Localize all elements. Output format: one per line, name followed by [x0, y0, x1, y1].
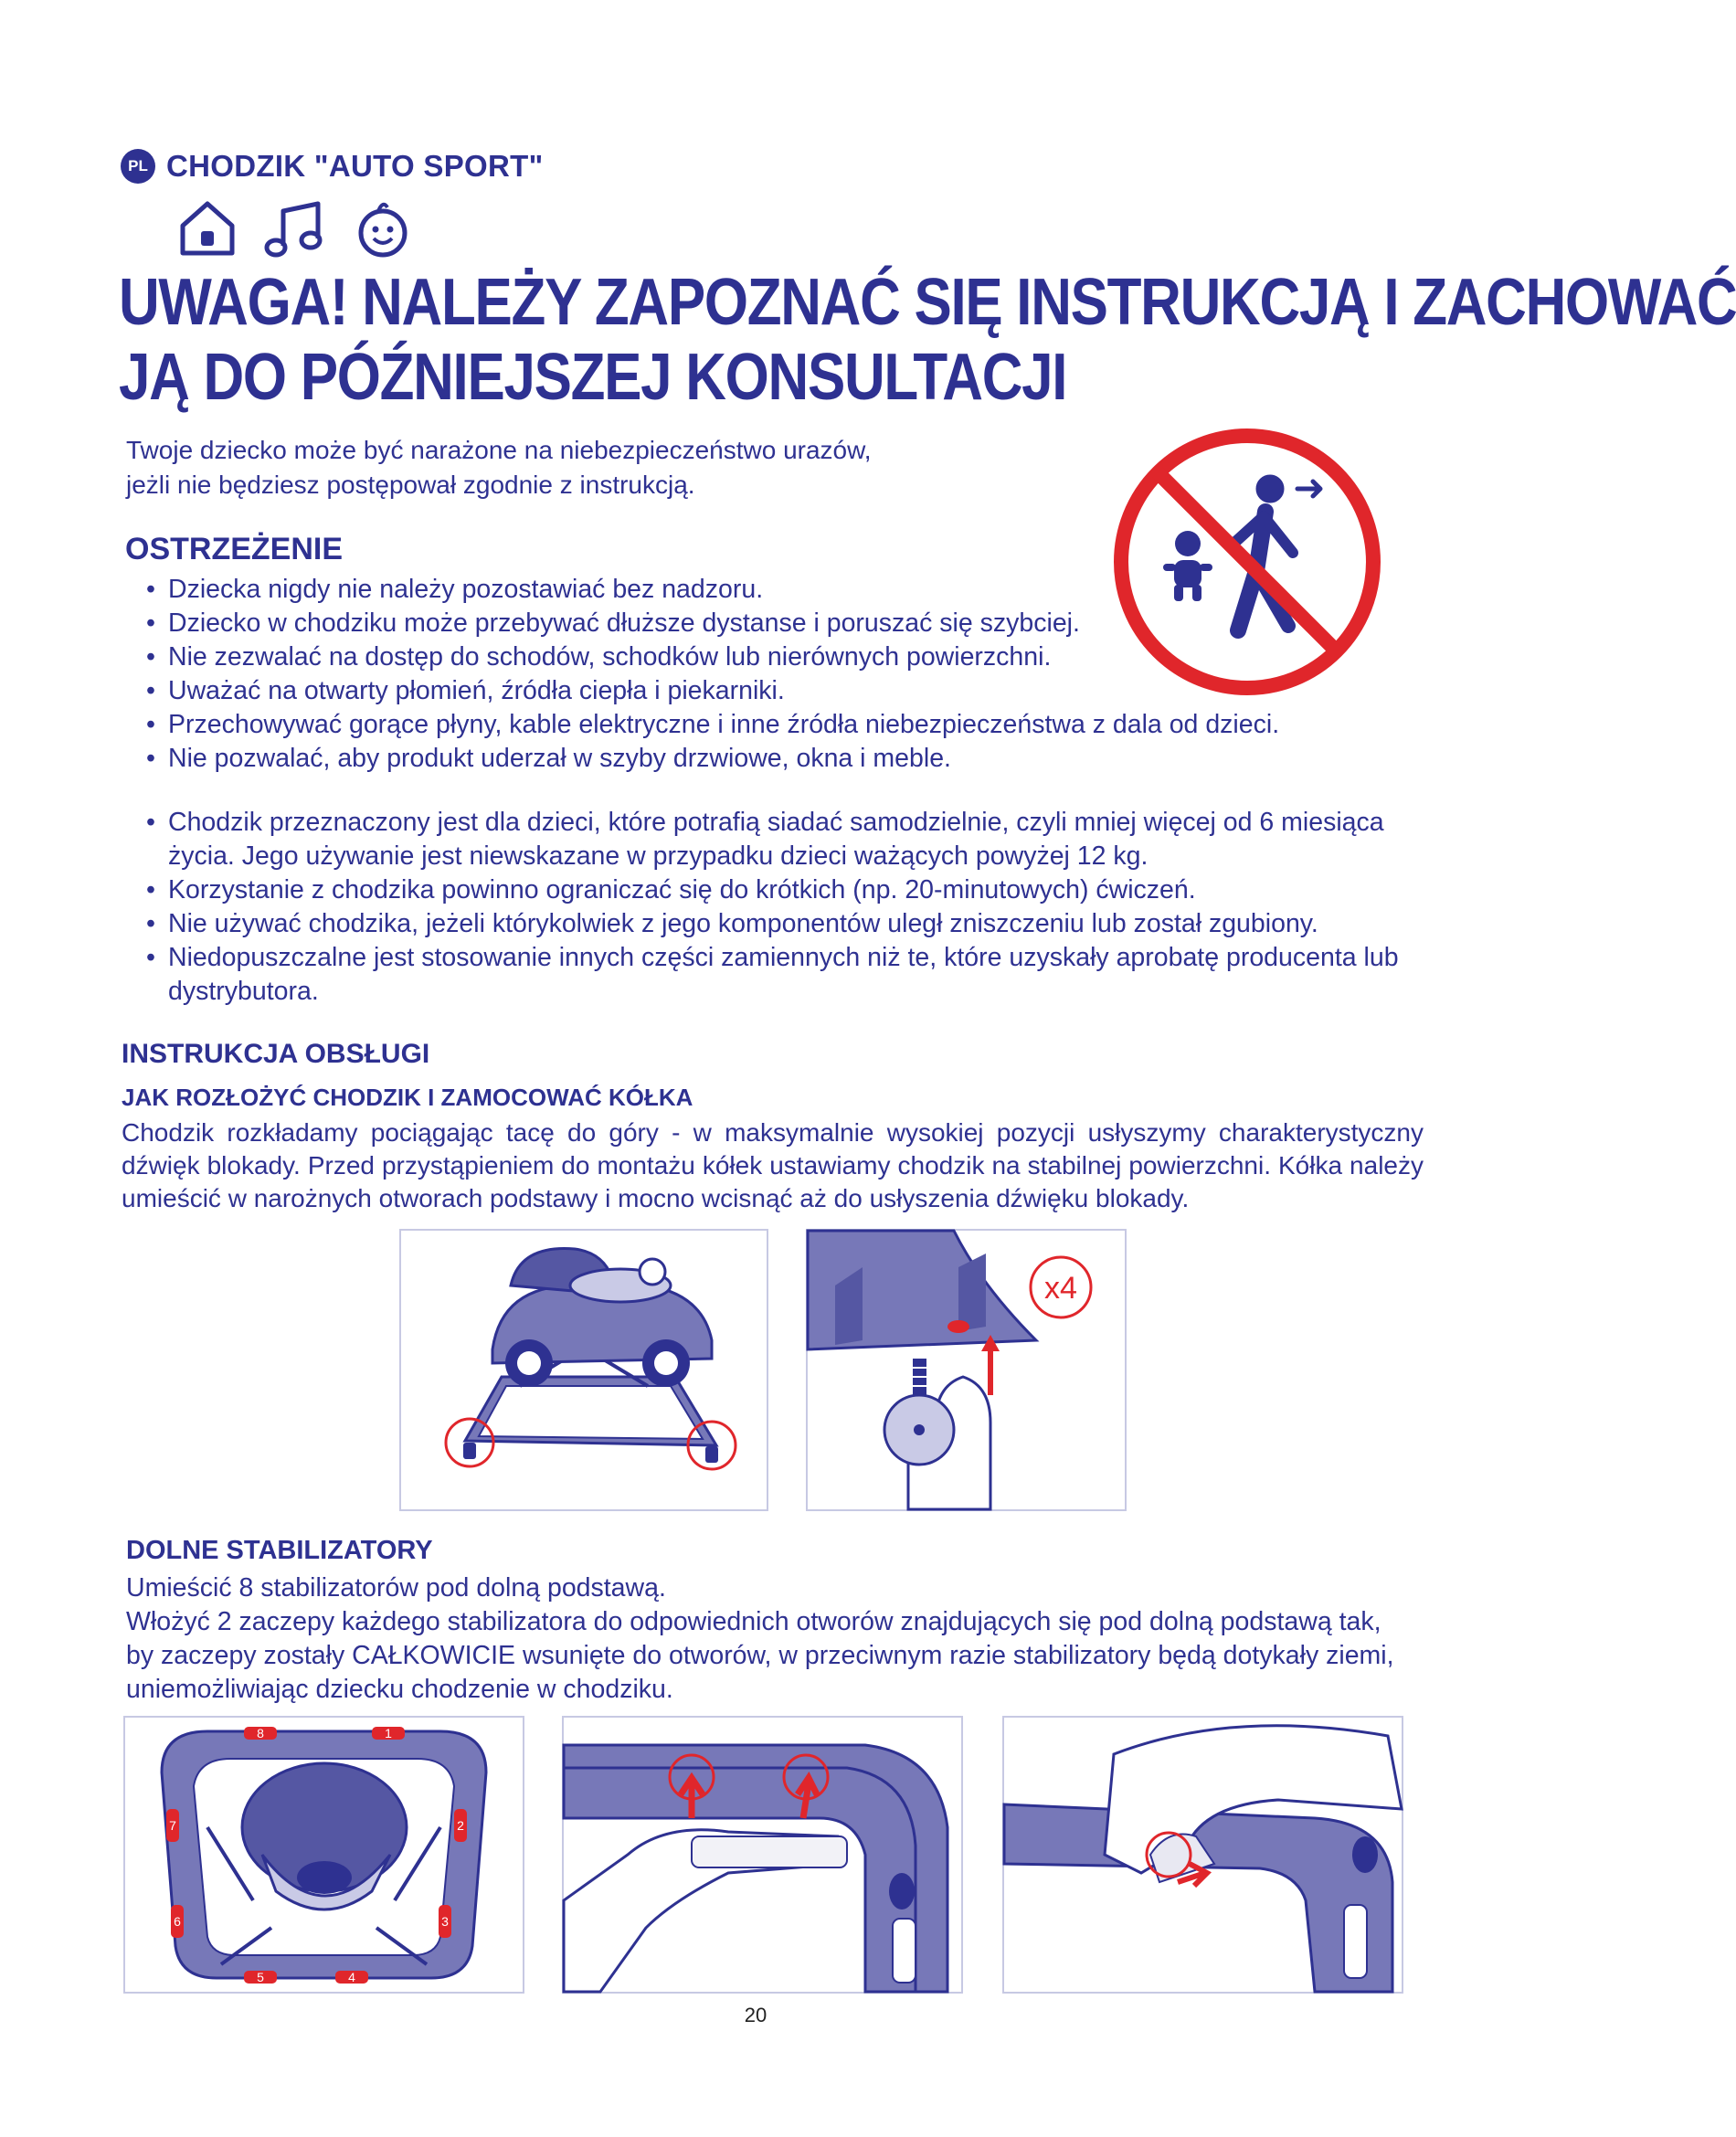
instructions-heading: INSTRUKCJA OBSŁUGI	[122, 1039, 430, 1069]
section-header	[121, 144, 544, 188]
list-item: • Niedopuszczalne jest stosowanie innych części zamiennych niż te, które uzyskały aprobatę producenta lub	[146, 941, 1399, 975]
stabilizer-number: 1	[385, 1726, 392, 1740]
stabilizers-line: by zaczepy zostały CAŁKOWICIE wsunięte do otworów, w przeciwnym razie stabilizatory będą dotykały ziemi,	[126, 1641, 1394, 1670]
list-item-continuation-text: życia. Jego używanie jest niewskazane w przypadku dzieci ważących powyżej 12 kg.	[168, 841, 1149, 871]
warning-heading: OSTRZEŻENIE	[125, 532, 344, 566]
stabilizer-insert-illustration	[564, 1718, 961, 1992]
music-note-icon	[263, 196, 327, 260]
intro-text	[126, 433, 872, 503]
stabilizers-text	[126, 1571, 1424, 1707]
stabilizer-number: 7	[169, 1818, 176, 1833]
list-item-continuation	[146, 840, 1399, 873]
figure-wheel-insert	[806, 1229, 1127, 1511]
list-item-continuation-text: dystrybutora.	[168, 977, 319, 1006]
home-icon	[175, 196, 239, 260]
main-title-line: JĄ DO PÓŹNIEJSZEJ KONSULTACJI	[119, 341, 1067, 414]
walker-illustration	[401, 1231, 767, 1509]
product-title: CHODZIK "AUTO SPORT"	[166, 149, 544, 183]
stabilizers-heading: DOLNE STABILIZATORY	[126, 1536, 433, 1565]
warning-list-2	[146, 806, 1399, 1009]
list-item-continuation	[146, 975, 1399, 1009]
stabilizers-line: Umieścić 8 stabilizatorów pod dolną podstawą.	[126, 1573, 666, 1603]
list-item: • Nie zezwalać na dostęp do schodów, schodków lub nierównych powierzchni.	[146, 640, 1279, 674]
stabilizer-number: 2	[457, 1818, 464, 1833]
warning-list	[146, 573, 1279, 776]
usage-icons	[175, 196, 415, 260]
figure-stabilizer-positions	[123, 1716, 524, 1994]
stabilizer-number: 6	[174, 1914, 181, 1929]
page-number: 20	[744, 2004, 767, 2026]
figure-stabilizer-detail	[1002, 1716, 1403, 1994]
stabilizer-number: 3	[441, 1914, 449, 1929]
list-item: • Uważać na otwarty płomień, źródła ciepła i piekarniki.	[146, 674, 1279, 708]
list-item: • Przechowywać gorące płyny, kable elektryczne i inne źródła niebezpieczeństwa z dala od dzieci.	[146, 708, 1279, 742]
list-item: • Korzystanie z chodzika powinno ograniczać się do krótkich (np. 20-minutowych) ćwiczeń.	[146, 873, 1399, 907]
stabilizer-number: 8	[257, 1726, 264, 1740]
figure-stabilizer-insert	[562, 1716, 963, 1994]
stabilizer-number: 4	[348, 1970, 355, 1984]
intro-line: Twoje dziecko może być narażone na niebezpieczeństwo urazów,	[126, 436, 872, 464]
stabilizers-line: Włożyć 2 zaczepy każdego stabilizatora do odpowiednich otworów znajdujących się pod dolną podstawą tak,	[126, 1607, 1381, 1636]
unfold-paragraph: Chodzik rozkładamy pociągając tacę do góry - w maksymalnie wysokiej pozycji usłyszymy charakterystyczny dźwięk blokady. Przed przystąpieniem do montażu kółek ustawiamy chodzik na stabilnej powierzchni. Kółka należy umieścić w narożnych otworach podstawy i mocno wcisnąć aż do usłyszenia dźwięku blokady.	[122, 1118, 1424, 1212]
language-badge: PL	[121, 149, 155, 184]
stabilizer-detail-illustration	[1004, 1718, 1402, 1992]
list-item: • Nie używać chodzika, jeżeli którykolwiek z jego komponentów uległ zniszczeniu lub został zgubiony.	[146, 907, 1399, 941]
base-top-view-illustration	[125, 1718, 523, 1992]
main-title	[119, 265, 1736, 415]
list-item: • Dziecka nigdy nie należy pozostawiać bez nadzoru.	[146, 573, 1279, 607]
stabilizers-line: uniemożliwiając dziecku chodzenie w chodziku.	[126, 1675, 673, 1704]
stabilizer-number: 5	[257, 1970, 264, 1984]
baby-face-icon	[351, 196, 415, 260]
list-item: • Dziecko w chodziku może przebywać dłuższe dystanse i poruszać się szybciej.	[146, 607, 1279, 640]
unfold-heading: JAK ROZŁOŻYĆ CHODZIK I ZAMOCOWAĆ KÓŁKA	[122, 1084, 693, 1111]
list-item: • Nie pozwalać, aby produkt uderzał w szyby drzwiowe, okna i meble.	[146, 742, 1279, 776]
wheel-insert-illustration	[808, 1231, 1125, 1509]
intro-line: jeżli nie będziesz postępował zgodnie z instrukcją.	[126, 471, 695, 499]
wheel-count-label: x4	[1044, 1271, 1077, 1306]
list-item: • Chodzik przeznaczony jest dla dzieci, które potrafią siadać samodzielnie, czyli mniej więcej od 6 miesiąca	[146, 806, 1399, 840]
main-title-line: UWAGA! NALEŻY ZAPOZNAĆ SIĘ INSTRUKCJĄ I ZACHOWAĆ	[119, 266, 1736, 339]
figure-walker-unfolded	[399, 1229, 768, 1511]
